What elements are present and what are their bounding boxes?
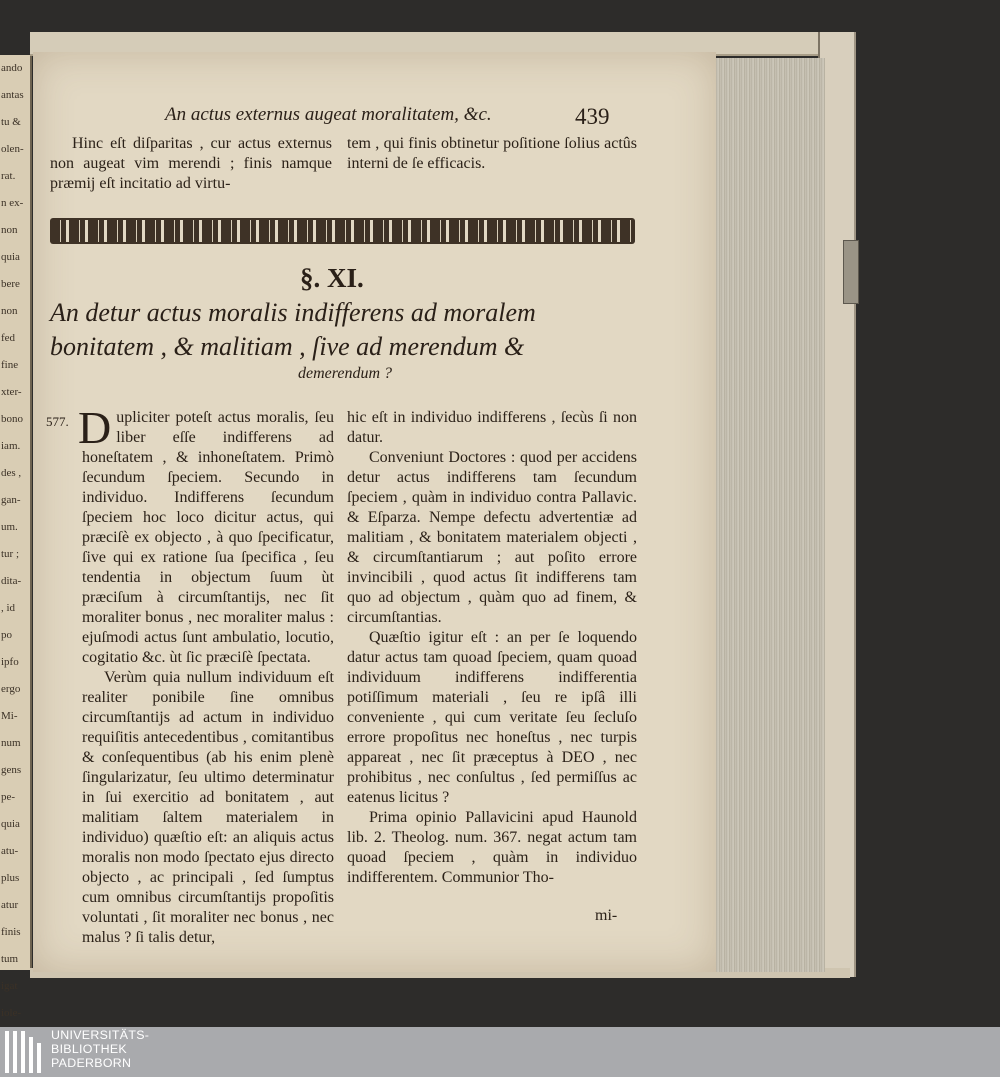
running-title: An actus externus augeat moralitatem, &c. [165,104,492,125]
left-margin-fragment: tur ; [1,548,20,560]
left-margin-fragment: non [1,224,18,236]
left-margin-fragment: finis [1,926,21,938]
section-title [50,296,640,384]
left-margin-fragment: bono [1,413,23,425]
left-margin-fragment: gan- [1,494,21,506]
left-margin-fragment: pe- [1,791,16,803]
left-margin-fragment: des , [1,467,22,479]
top-left-paragraph: Hinc eſt diſparitas , cur actus externus non augeat vim merendi ; finis namque præmij eſt incitatio ad virtu- [50,135,332,192]
left-margin-fragment: bere [1,278,20,290]
left-margin-fragment: iam. [1,440,21,452]
left-margin-fragment: Mi- [1,710,18,722]
clasp-icon [843,240,859,304]
left-margin-fragment: antas [1,89,24,101]
left-margin-fragment: xter- [1,386,22,398]
left-margin-fragment: ipfo [1,656,19,668]
left-page-edge [0,55,32,1019]
ornamental-divider [50,218,635,244]
left-paragraph-2: Verùm quia nullum individuum eſt realiter ponibile ſine omnibus circumſtantijs ad actum in individuo requiſitis antecedentibus , comitantibus & conſequentibus (ab his enim plenè ſingularizatur, ſeu ultimo determinatur in ſui exercitio ad bonitatem , aut malitiam ſaltem materialem in individuo) quæſtio eſt: an aliquis actus moralis non modo ſpectato ejus directo objecto , ac principali , ſed ſumptus cum omnibus circumſtantijs propoſitis voluntati , ſit moraliter nec bonus , nec malus ? ſi talis detur, [82,669,334,946]
left-margin-fragment: non [1,305,18,317]
left-margin-fragment: quia [1,818,20,830]
left-margin-fragment: tu & [1,116,21,128]
left-margin-fragment: dita- [1,575,22,587]
left-margin-fragment: iole- [1,1007,22,1019]
left-margin-fragment: um. [1,521,18,533]
drop-capital: D [78,402,112,453]
left-margin-fragment: plus [1,872,20,884]
top-left-column [50,134,332,194]
right-paragraph-4: Prima opinio Pallavicini apud Haunold lib. 2. Theolog. num. 367. negat actum tam quoad ſpeciem , quàm in individuo indifferentem. Communior Tho- [347,809,637,886]
left-column [78,402,334,948]
left-margin-fragment: n ex- [1,197,24,209]
page-fore-edge [712,58,825,972]
library-name-line2: BIBLIOTHEK [51,1042,127,1056]
left-margin-fragment: quia [1,251,20,263]
left-margin-fragment: ergo [1,683,21,695]
page-number: 439 [575,104,610,129]
left-margin-fragment: num [1,737,21,749]
left-margin-fragment: , id [1,602,16,614]
section-number: §. XI. [300,263,364,293]
library-footer [0,1027,1000,1077]
paragraph-number: 577. [46,414,69,429]
right-paragraph-3: Quæſtio igitur eſt : an per ſe loquendo datur actus tam quoad ſpeciem, quam quoad individuum indifferens indifferentia potiſſimum materiali , ſeu re ipſâ illi conveniente , qui cum veritate ſeu ſecluſo errore propoſitus nec honeſtus , nec turpis appareat , nec ſit præceptus à DEO , nec prohibitus , nec conſultus , ſed permiſſus ac eatenus licitus ? [347,629,637,806]
left-margin-fragment: atu- [1,845,19,857]
library-name-line3: PADERBORN [51,1056,132,1070]
library-name-line1: UNIVERSITÄTS- [51,1028,150,1042]
right-paragraph-2: Conveniunt Doctores : quod per accidens detur actus indifferens tam ſecundum ſpeciem , quàm in individuo contra Pallavic. & Eſparza. Nempe defectu advertentiæ ad malitiam , & bonitatem materialem objecti , & circumſtantiarum ; aut poſito errore invincibili , quod actus ſit indifferens tam quo ad objectum , quàm quo ad finem, & circumſtantias. [347,449,637,626]
left-margin-fragment: fed [1,332,16,344]
left-margin-fragment: ando [1,62,23,74]
left-margin-fragment: gens [1,764,22,776]
left-margin-fragment: po [1,629,12,641]
top-right-column [347,134,637,174]
library-name [51,1028,149,1070]
left-margin-fragment: rat. [1,170,16,182]
left-paragraph-1-text: upliciter poteſt actus moralis, ſeu liber eſſe indifferens ad honeſtatem , & inhoneſtatem. Primò ſecundum ſpeciem. Secundo in individuo. Indifferens ſecundum ſpeciem hoc loco dicitur actus, qui præciſè ex objecto , à quo ſpecificatur, ſive qui ex ratione ſua ſpecifica , ſeu tendentia in objectum ſuum ùt præciſum à circumſtantijs, nec ſit moraliter bonus , nec moraliter malus : ejuſmodi actus ſunt ambulatio, locutio, cogitatio &c. ùt ſic præciſè ſpectata. [82,409,334,666]
left-margin-fragment: atur [1,899,19,911]
left-margin-fragment: igat [1,980,18,992]
top-right-paragraph: tem , qui finis obtinetur poſitione ſolius actûs interni de ſe efficacis. [347,135,637,172]
catchword: mi- [595,907,618,924]
right-column [347,408,637,888]
left-margin-text [1,55,28,1019]
right-paragraph-1: hic eſt in individuo indifferens , ſecùs ſi non datur. [347,409,637,446]
left-paragraph-1 [78,402,334,668]
left-margin-fragment: tum [1,953,19,965]
section-title-tail: demerendum ? [297,365,393,382]
library-logo-icon [5,1031,45,1073]
left-margin-fragment: olen- [1,143,24,155]
left-margin-fragment: fine [1,359,19,371]
section-title-main: An detur actus moralis indifferens ad moralem bonitatem , & malitiam , ſive ad merendum & [50,298,536,361]
